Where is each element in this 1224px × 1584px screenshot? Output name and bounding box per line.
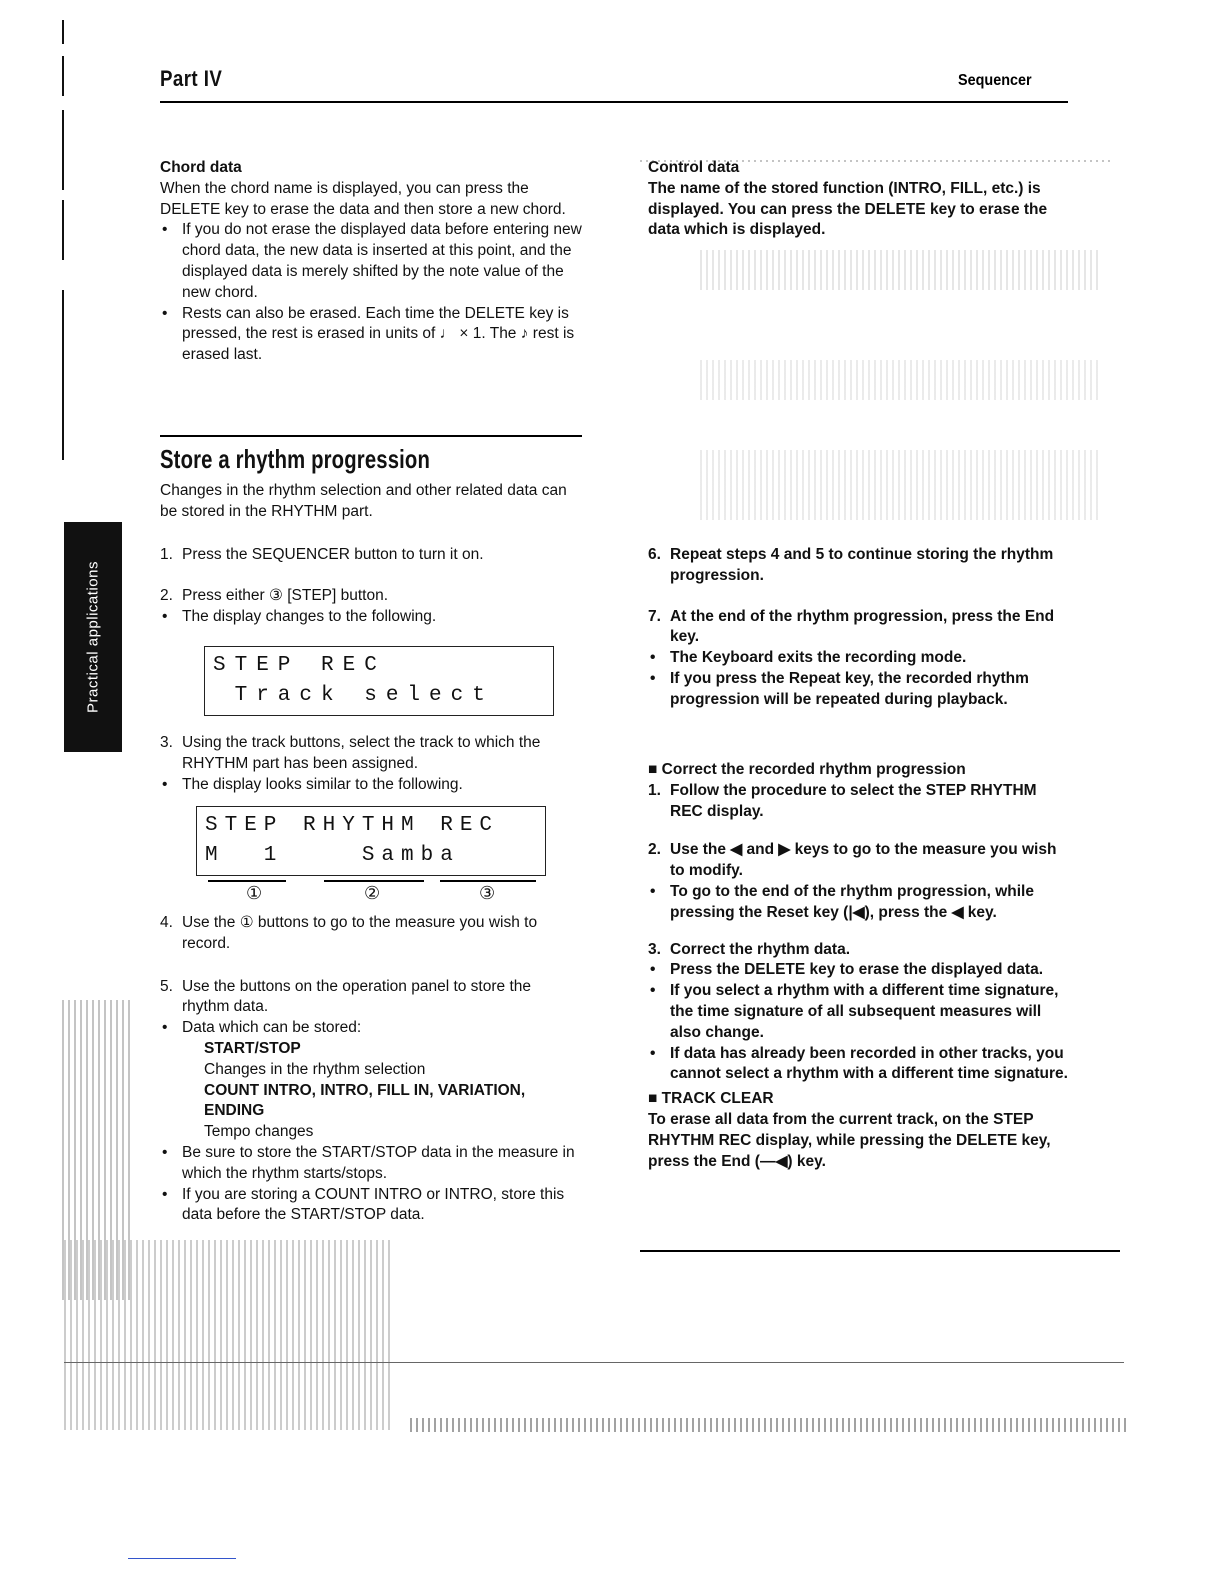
scan-rule (640, 1250, 1120, 1252)
step-6: 6. Repeat steps 4 and 5 to continue storing the rhythm progression. (648, 546, 1054, 584)
step-7-bullet: • The Keyboard exits the recording mode. (648, 648, 1070, 669)
lcd-line: STEP REC (213, 654, 386, 677)
binding-mark (62, 56, 64, 96)
correct-step-3-bullet: • If you select a rhythm with a different time signature, the time signature of all subsequent measures will also change. (648, 981, 1070, 1043)
step-4-text: Use the ① buttons to go to the measure you wish to record. (182, 914, 538, 952)
section-intro (160, 481, 582, 523)
chord-data-intro: When the chord name is displayed, you can press the DELETE key to erase the data and then store a new chord. (160, 179, 566, 218)
binding-mark (62, 200, 64, 260)
steps-block-a (160, 545, 582, 627)
step-7-bullet: • If you press the Repeat key, the recorded rhythm progression will be repeated during playback. (648, 669, 1070, 711)
lcd-line: STEP RHYTHM REC (205, 814, 500, 837)
scan-rule (64, 1362, 1124, 1363)
binding-mark (62, 110, 64, 190)
step-3: 3. Using the track buttons, select the track to which the RHYTHM part has been assigned. (160, 734, 541, 772)
step-6-text: Repeat steps 4 and 5 to continue storing the rhythm progression. (670, 546, 1054, 584)
stored-item: START/STOP (204, 1039, 301, 1057)
note: • If you are storing a COUNT INTRO or INTRO, store this data before the START/STOP data. (160, 1185, 582, 1227)
step-2-text: Press either ③ [STEP] button. (182, 586, 389, 604)
scan-noise (410, 1418, 1130, 1432)
button-rule (208, 880, 286, 882)
step-7-text: At the end of the rhythm progression, press the End key. (670, 607, 1055, 646)
step-7: 7. At the end of the rhythm progression, press the End key. (648, 607, 1055, 646)
step-5: 5. Use the buttons on the operation panel to store the rhythm data. (160, 977, 531, 1016)
step-3-text: Using the track buttons, select the track to which the RHYTHM part has been assigned. (182, 734, 541, 772)
button-marker-3: ③ (479, 883, 496, 903)
scan-noise (64, 1240, 394, 1430)
chapter-tab-label: Practical applications (84, 561, 102, 713)
binding-mark (62, 20, 64, 44)
lcd-display-step-rhythm-rec (196, 806, 546, 876)
step-3-bullet: • The display looks similar to the following. (160, 775, 582, 796)
track-clear-text: To erase all data from the current track, on the STEP RHYTHM REC display, while pressing the DELETE key, press the End (—◀) key. (648, 1110, 1051, 1170)
correct-step-2-text: Use the ◀ and ▶ keys to go to the measure you wish to modify. (670, 841, 1057, 880)
binding-mark (62, 290, 64, 460)
chord-data-bullet: • If you do not erase the displayed data before entering new chord data, the new data is inserted at this point, and the displayed data is merely shifted by the note value of the new chord. (160, 220, 582, 303)
button-marker-1: ① (246, 883, 263, 903)
footer-line (128, 1558, 236, 1559)
control-data-title: Control data (648, 159, 740, 176)
scan-noise (700, 250, 1100, 290)
step-1: 1. Press the SEQUENCER button to turn it on. (160, 546, 484, 563)
steps-block-c (160, 913, 582, 1226)
step-2: 2. Press either ③ [STEP] button. (160, 586, 389, 604)
scan-noise (700, 360, 1100, 400)
correct-step-3-text: Correct the rhythm data. (670, 940, 851, 958)
lcd-line: Track select (213, 684, 494, 707)
section-rule (160, 435, 582, 437)
step-2-bullet: • The display changes to the following. (160, 607, 582, 628)
steps-right-a (648, 545, 1070, 711)
correct-step-2: 2. Use the ◀ and ▶ keys to go to the measure you wish to modify. (648, 841, 1057, 880)
lcd-line: M 1 Samba (205, 844, 460, 867)
note: • Be sure to store the START/STOP data in the measure in which the rhythm starts/stops. (160, 1143, 582, 1185)
correct-step-1-text: Follow the procedure to select the STEP RHYTHM REC display. (670, 781, 1037, 820)
correct-title: ■ Correct the recorded rhythm progression (648, 761, 966, 778)
button-marker-2: ② (364, 883, 381, 903)
scan-noise (700, 450, 1100, 520)
section-title: Store a rhythm progression (160, 444, 431, 474)
correct-step-1: 1. Follow the procedure to select the STEP RHYTHM REC display. (648, 781, 1037, 820)
stored-item: Changes in the rhythm selection (204, 1060, 426, 1078)
correct-block (648, 760, 1070, 1172)
step-4: 4. Use the ① buttons to go to the measure you wish to record. (160, 914, 538, 952)
track-clear-title-text: TRACK CLEAR (661, 1090, 774, 1108)
chord-data-block (160, 158, 582, 366)
step-5-bullet: • Data which can be stored: (160, 1018, 582, 1039)
header-rule (160, 101, 1068, 103)
correct-title-text: Correct the recorded rhythm progression (661, 761, 966, 778)
chapter-tab (64, 522, 122, 752)
chord-data-bullet: • Rests can also be erased. Each time the DELETE key is pressed, the rest is erased in units of ♩ × 1. The ♪ rest is erased last. (160, 304, 582, 366)
button-rule (324, 880, 424, 882)
button-rule (440, 880, 536, 882)
correct-step-3: 3. Correct the rhythm data. (648, 940, 851, 958)
track-clear-title: ■ TRACK CLEAR (648, 1090, 774, 1108)
part-label: Part IV (160, 66, 223, 91)
correct-step-2-bullet: • To go to the end of the rhythm progression, while pressing the Reset key (|◀), press the ◀ key. (648, 882, 1070, 924)
correct-step-3-bullet: • Press the DELETE key to erase the displayed data. (648, 960, 1070, 981)
section-intro-text: Changes in the rhythm selection and other related data can be stored in the RHYTHM part. (160, 482, 567, 520)
step-5-text: Use the buttons on the operation panel to store the rhythm data. (182, 977, 531, 1016)
stored-item: COUNT INTRO, INTRO, FILL IN, VARIATION, ENDING (204, 1081, 526, 1120)
control-data-text: The name of the stored function (INTRO, FILL, etc.) is displayed. You can press the DELETE key to erase the data which is displayed. (648, 179, 1048, 239)
stored-item: Tempo changes (204, 1123, 314, 1141)
lcd-display-track-select (204, 646, 554, 716)
step-1-text: Press the SEQUENCER button to turn it on. (182, 546, 484, 563)
control-data-block (648, 158, 1070, 241)
section-label: Sequencer (958, 72, 1032, 89)
chord-data-title: Chord data (160, 159, 242, 176)
correct-step-3-bullet: • If data has already been recorded in other tracks, you cannot select a rhythm with a different time signature. (648, 1044, 1070, 1086)
steps-block-b (160, 733, 582, 795)
scan-noise (640, 160, 1110, 162)
